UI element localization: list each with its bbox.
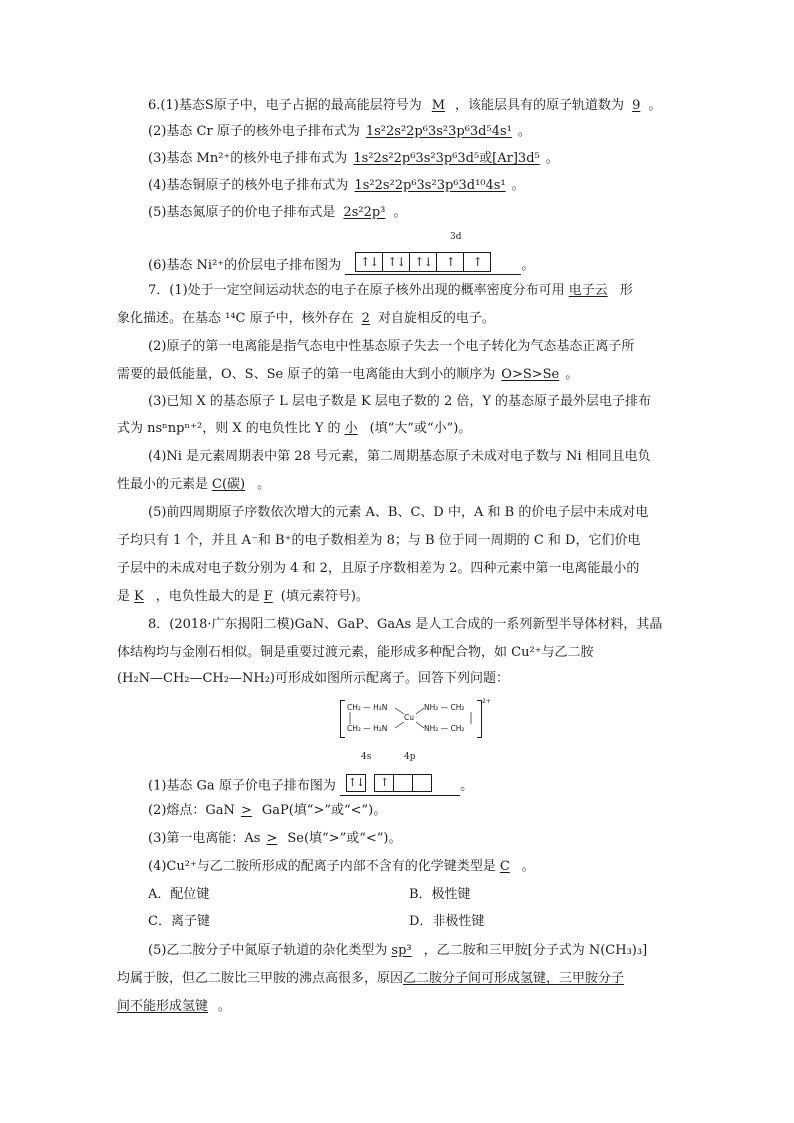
answer-blank: K (134, 589, 144, 604)
q6-line-2: (2)基态 Cr 原子的核外电子排布式为 1s²2s²2p⁶3s²3p⁶3d⁵4s¹ 。 (148, 124, 531, 139)
q7-line-1: 7．(1)处于一定空间运动状态的电子在原子核外出现的概率密度分布可用 电子云 形 (148, 283, 633, 298)
q7-line-2: 象化描述。在基态 ¹⁴C 原子中，核外存在 2 对自旋相反的电子。 (117, 311, 495, 326)
metal-center: Cu (404, 713, 414, 722)
answer-blank: 乙二胺分子间可形成氢键，三甲胺分子 (403, 971, 625, 986)
orbital-box: ↑↓ (356, 253, 383, 271)
ni-3d-orbital-diagram (355, 252, 491, 272)
answer-blank: 2 (361, 311, 370, 326)
complex-charge: 2+ (482, 698, 491, 705)
coordination-bonds (340, 700, 490, 738)
q8-line-5: (2)熔点：GaN > GaP(填“>”或“<”)。 (148, 803, 387, 818)
q6-line-6: (6)基态 Ni²⁺的价层电子排布图为 ↑↓ ↑↓ ↑↓ ↑ ↑ 。 (148, 252, 534, 275)
q7-line-8: 性最小的元素是 C(碳) 。 (117, 477, 271, 492)
q6-line-5: (5)基态氮原子的价电子排布式是 2s²2p³ 。 (148, 205, 407, 220)
complex-ion-diagram (340, 700, 490, 738)
answer-blank: 电子云 (568, 283, 608, 298)
answer-blank: 9 (632, 98, 641, 113)
q7-line-12: 是 K ，电负性最大的是 F (填元素符号)。 (117, 589, 369, 604)
q8-line-1: 8．(2018·广东揭阳二模)GaN、GaP、GaAs 是人工合成的一系列新型半导体材料，其晶 (148, 617, 663, 632)
q7-line-9: (5)前四周期原子序数依次增大的元素 A、B、C、D 中，A 和 B 的价电子层中未成对电 (148, 505, 649, 520)
orbital-box: ↑↓ (410, 253, 437, 271)
answer-blank: C (499, 859, 510, 874)
q8-line-3: (H₂N—CH₂—CH₂—NH₂)可形成如图所示配离子。回答下列问题： (117, 671, 509, 686)
ligand-right-top: NH₂ — CH₂ (424, 703, 465, 712)
orbital-box: ↑ (472, 255, 482, 269)
q7-line-11: 子层中的未成对电子数分别为 4 和 2，且原子序数相差为 2。四种元素中第一电离能最小的 (117, 561, 640, 576)
orbital-box: ↑ (375, 775, 394, 791)
q8-line-2: 体结构均与金刚石相似。铜是重要过渡元素，能形成多种配合物，如 Cu²⁺与乙二胺 (117, 645, 594, 660)
orbital-box: ↑ (437, 253, 464, 271)
q6-line-1: 6.(1)基态S原子中，电子占据的最高能层符号为 M ，该能层具有的原子轨道数为 9 。 (148, 98, 662, 113)
answer-blank: > (240, 803, 252, 818)
answer-blank: 间不能形成氢键 (117, 999, 209, 1014)
q8-line-10: 间不能形成氢键 。 (117, 999, 232, 1014)
answer-blank: F (263, 589, 273, 604)
answer-blank: 小 (344, 421, 358, 436)
q7-line-10: 子均只有 1 个，并且 A⁻和 B⁺的电子数相差为 8；与 B 位于同一周期的 C 和 D，它们价电 (117, 533, 641, 548)
q7-line-6: 式为 nsⁿnpⁿ⁺²，则 X 的电负性比 Y 的 小 (填“大”或“小”)。 (117, 421, 472, 436)
q8-line-4: (1)基态 Ga 原子价电子排布图为 ↑↓ ↑ 。 (148, 776, 474, 794)
ligand-right-bottom: NH₂ — CH₂ (424, 724, 465, 733)
ga-4p-orbitals (374, 774, 432, 792)
orbital-box: ↑↓ (383, 253, 410, 271)
answer-blank: M (431, 98, 446, 113)
orbital-box (394, 775, 413, 791)
answer-blank: C(碳) (212, 477, 246, 492)
q8-line-8: (5)乙二胺分子中氮原子轨道的杂化类型为 sp³ ，乙二胺和三甲胺[分子式为 N(CH₃)₃] (148, 943, 648, 958)
orbital-label-4p: 4p (404, 752, 416, 762)
option-c: C．离子键 (148, 914, 210, 929)
q6-line-3: (3)基态 Mn²⁺的核外电子排布式为 1s²2s²2p⁶3s²3p⁶3d⁵或[Ar]3d⁵ 。 (148, 151, 559, 166)
option-b: B．极性键 (409, 887, 471, 902)
option-d: D．非极性键 (409, 914, 485, 929)
q7-line-4: 需要的最低能量，O、S、Se 原子的第一电离能由大到小的顺序为 O>S>Se 。 (117, 367, 579, 382)
q8-line-9: 均属于胺，但乙二胺比三甲胺的沸点高很多，原因乙二胺分子间可形成氢键，三甲胺分子 (117, 971, 625, 986)
q8-line-6: (3)第一电离能：As > Se(填“>”或“<”)。 (148, 831, 402, 846)
ligand-left-top: CH₂ — H₂N (347, 703, 388, 712)
answer-blank: > (266, 831, 278, 846)
orbital-box (413, 775, 431, 791)
orbital-label-3d: 3d (450, 232, 462, 242)
answer-blank: 2s²2p³ (343, 205, 386, 220)
orbital-label-4s: 4s (361, 752, 372, 762)
q7-line-5: (3)已知 X 的基态原子 L 层电子数是 K 层电子数的 2 倍，Y 的基态原子最外层电子排布 (148, 394, 652, 409)
option-a: A．配位键 (148, 887, 210, 902)
q8-line-7: (4)Cu²⁺与乙二胺所形成的配离子内部不含有的化学键类型是 C 。 (148, 859, 535, 874)
orbital-box: ↑↓ (347, 776, 365, 789)
answer-blank: O>S>Se (501, 367, 560, 382)
ligand-left-bottom: CH₂ — H₂N (347, 724, 388, 733)
ga-4s-orbital (346, 774, 366, 792)
answer-blank: 1s²2s²2p⁶3s²3p⁶3d⁵4s¹ (365, 124, 512, 139)
answer-blank: sp³ (391, 943, 412, 958)
q7-line-7: (4)Ni 是元素周期表中第 28 号元素，第二周期基态原子未成对电子数与 Ni 相同且电负 (148, 449, 651, 464)
q6-line-4: (4)基态铜原子的核外电子排布式为 1s²2s²2p⁶3s²3p⁶3d¹⁰4s¹ 。 (148, 178, 525, 193)
q7-line-3: (2)原子的第一电离能是指气态电中性基态原子失去一个电子转化为气态基态正离子所 (148, 339, 635, 354)
answer-blank: 1s²2s²2p⁶3s²3p⁶3d⁵或[Ar]3d⁵ (353, 151, 540, 166)
answer-blank: 1s²2s²2p⁶3s²3p⁶3d¹⁰4s¹ (354, 178, 506, 193)
